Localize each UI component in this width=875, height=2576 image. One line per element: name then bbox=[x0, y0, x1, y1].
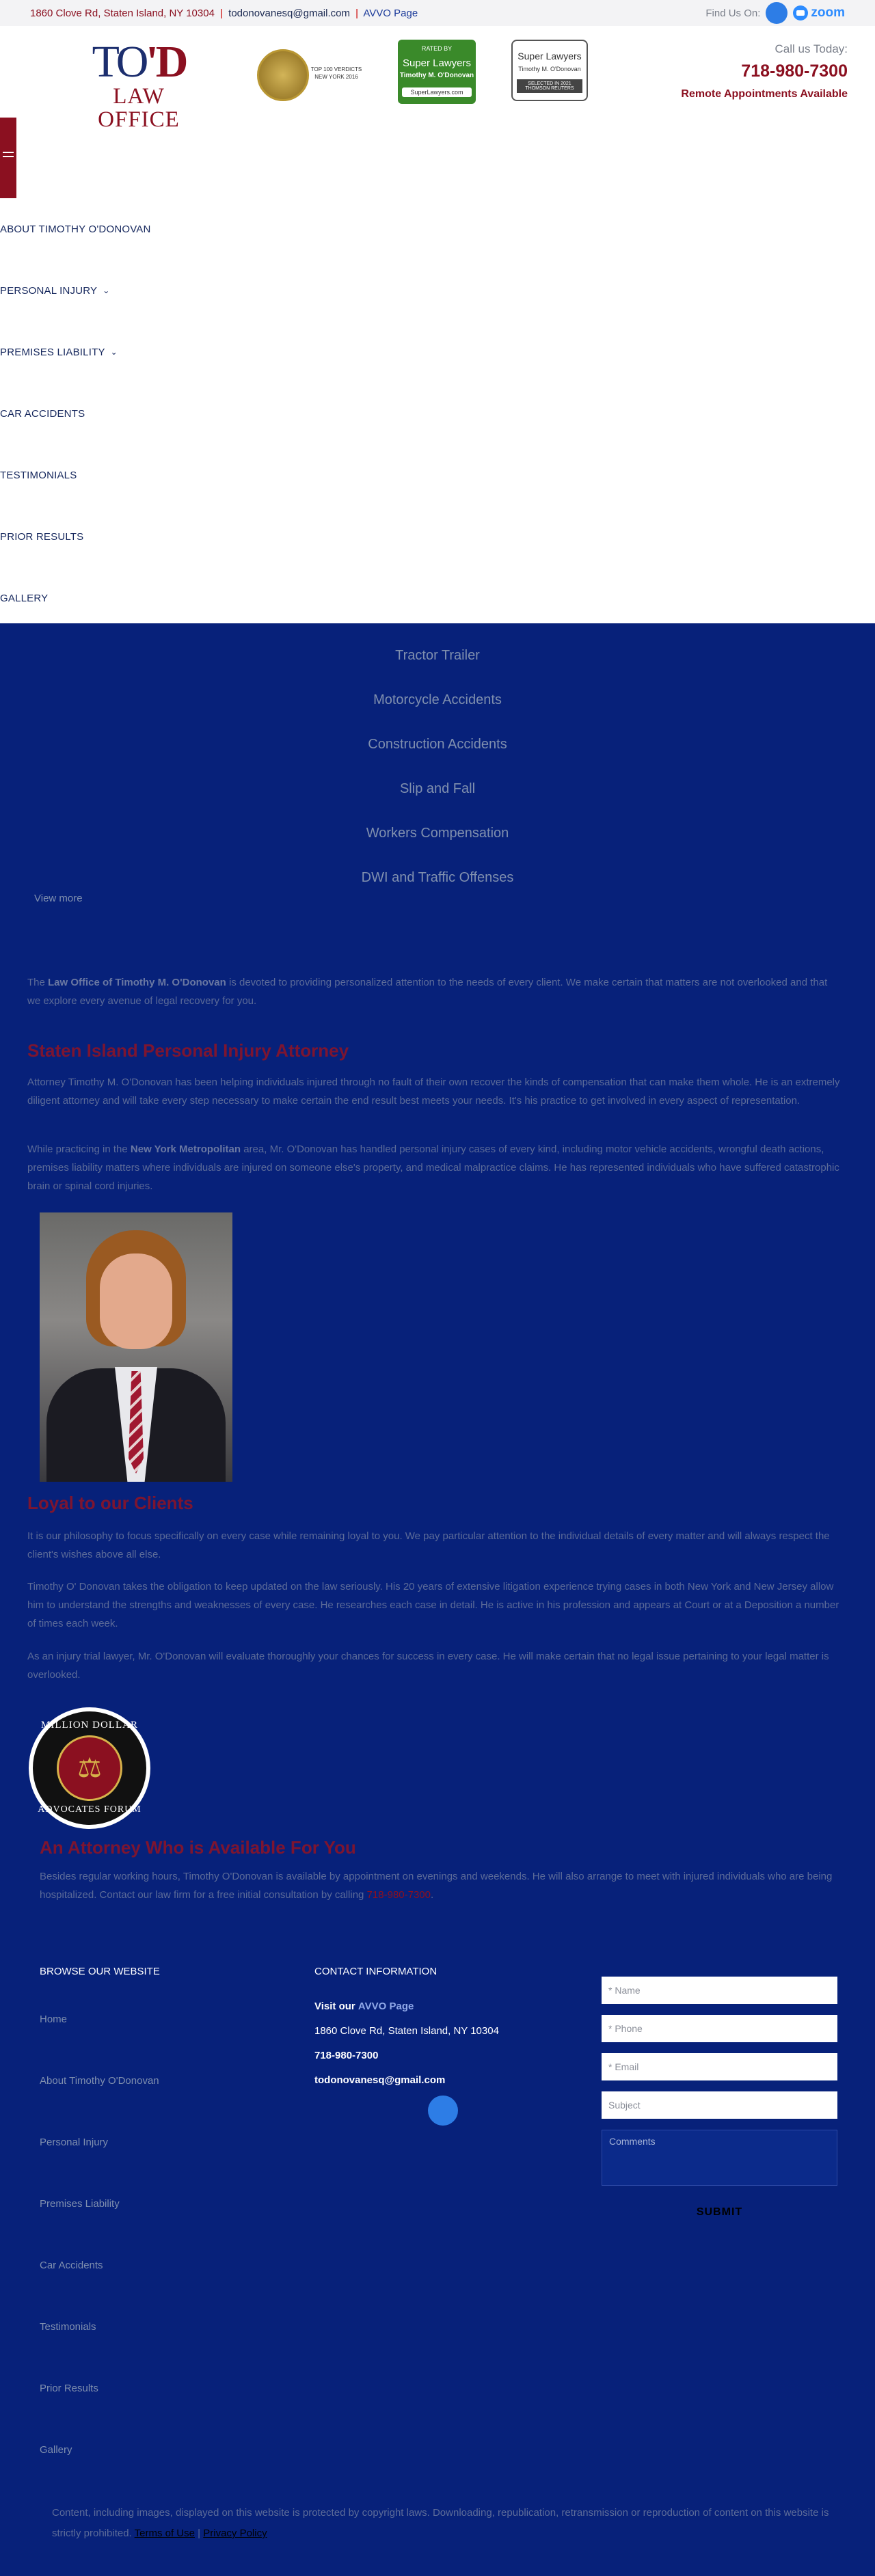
footer-link-premises-liability[interactable]: Premises Liability bbox=[40, 2198, 120, 2210]
badge-foot: SELECTED IN 2021 THOMSON REUTERS bbox=[517, 79, 582, 93]
contact-info bbox=[314, 1994, 499, 2093]
phone-input[interactable]: * Phone bbox=[602, 2015, 837, 2042]
footer-links bbox=[40, 2014, 159, 2506]
paragraph: Besides regular working hours, Timothy O'Donovan is available by appointment on evenings and weekends. He will also arrange to meet with injured individuals who are being hospitalized. Contact our law firm for a free initial consultation by calling 718-980-7300. bbox=[40, 1871, 833, 1901]
attorney-photo bbox=[40, 1212, 232, 1482]
call-label: Call us Today: bbox=[775, 42, 848, 55]
site-logo[interactable] bbox=[82, 37, 196, 132]
top-separator: | bbox=[220, 7, 223, 19]
nav-item-testimonials[interactable] bbox=[0, 444, 875, 506]
section-heading: An Attorney Who is Available For You bbox=[40, 1837, 356, 1858]
terms-link[interactable]: Terms of Use bbox=[134, 2527, 195, 2539]
visit-label: Visit our bbox=[314, 2001, 355, 2012]
paragraph: As an injury trial lawyer, Mr. O'Donovan will evaluate thoroughly your chances for success in every case. He will make certain that no legal issue pertaining to your legal matter is overlooked. bbox=[27, 1651, 829, 1681]
contact-heading: CONTACT INFORMATION bbox=[314, 1966, 438, 1977]
footer-link-testimonials[interactable]: Testimonials bbox=[40, 2321, 96, 2333]
super-lawyers-badge-2[interactable] bbox=[511, 40, 588, 101]
submit-button[interactable]: SUBMIT bbox=[696, 2206, 743, 2218]
top-bar bbox=[0, 0, 875, 26]
email-input[interactable]: * Email bbox=[602, 2053, 837, 2080]
logo-monogram: TO'D bbox=[92, 37, 186, 87]
copyright-notice: Content, including images, displayed on this website is protected by copyright laws. Downloading, republication, retransmission or reproduction of content on this website is strictly prohibited. Terms of Use | Privacy Policy bbox=[52, 2507, 829, 2539]
nav-item-personal-injury[interactable] bbox=[0, 260, 875, 321]
nav-item-prior-results[interactable] bbox=[0, 506, 875, 567]
intro-paragraph: The Law Office of Timothy M. O'Donovan is devoted to providing personalized attention to the needs of every client. We make certain that matters are not overlooked and that we explore every avenue of legal recovery for you. bbox=[27, 977, 828, 1007]
footer-address: 1860 Clove Rd, Staten Island, NY 10304 bbox=[314, 2025, 499, 2037]
section-heading: Staten Island Personal Injury Attorney bbox=[27, 1040, 349, 1061]
nav-label: TESTIMONIALS bbox=[0, 469, 77, 481]
badge-name: Timothy M. O'Donovan bbox=[399, 72, 474, 79]
badge-name: Timothy M. O'Donovan bbox=[518, 66, 581, 72]
service-dwi-traffic[interactable]: DWI and Traffic Offenses bbox=[361, 870, 514, 885]
nav-item-gallery[interactable] bbox=[0, 567, 875, 629]
top-avvo-link[interactable]: AVVO Page bbox=[363, 7, 418, 19]
footer-avvo-link[interactable]: AVVO Page bbox=[358, 2001, 414, 2012]
body-phone-link[interactable]: 718-980-7300 bbox=[366, 1889, 431, 1901]
contact-form bbox=[602, 1977, 837, 2219]
top-email-link[interactable]: todonovanesq@gmail.com bbox=[228, 7, 350, 19]
top-address-link[interactable]: 1860 Clove Rd, Staten Island, NY 10304 bbox=[30, 7, 215, 19]
footer-phone-link[interactable]: 718-980-7300 bbox=[314, 2050, 379, 2061]
nav-label: PERSONAL INJURY bbox=[0, 284, 98, 297]
paragraph: It is our philosophy to focus specifically on every case while remaining loyal to you. We pay particular attention to the individual details of every matter and will always respect the client's wishes above all else. bbox=[27, 1530, 830, 1560]
footer-link-car-accidents[interactable]: Car Accidents bbox=[40, 2260, 103, 2271]
footer-link-home[interactable]: Home bbox=[40, 2014, 68, 2025]
footer-link-prior-results[interactable]: Prior Results bbox=[40, 2383, 98, 2394]
super-lawyers-badge[interactable] bbox=[398, 40, 476, 104]
nav-label: GALLERY bbox=[0, 592, 49, 604]
nav-label: ABOUT TIMOTHY O'DONOVAN bbox=[0, 223, 151, 235]
remote-appointments: Remote Appointments Available bbox=[681, 88, 848, 100]
footer-email-link[interactable]: todonovanesq@gmail.com bbox=[314, 2074, 446, 2086]
call-box bbox=[681, 42, 848, 100]
mda-top-text: MILLION DOLLAR bbox=[41, 1720, 138, 1731]
browse-heading: BROWSE OUR WEBSITE bbox=[40, 1966, 160, 1977]
service-tractor-trailer[interactable]: Tractor Trailer bbox=[395, 648, 480, 663]
privacy-link[interactable]: Privacy Policy bbox=[203, 2527, 267, 2539]
badge-top-text: RATED BY bbox=[421, 45, 453, 52]
nav-label: PRIOR RESULTS bbox=[0, 530, 84, 543]
nav-item-premises-liability[interactable] bbox=[0, 321, 875, 383]
zoom-label: zoom bbox=[811, 5, 845, 20]
nav-label: CAR ACCIDENTS bbox=[0, 407, 85, 420]
footer-link-about[interactable]: About Timothy O'Donovan bbox=[40, 2075, 159, 2087]
nav-item-car-accidents[interactable] bbox=[0, 383, 875, 444]
main-content bbox=[0, 623, 875, 2576]
top-contact bbox=[30, 8, 418, 19]
header-phone-link[interactable]: 718-980-7300 bbox=[741, 62, 848, 81]
footer-link-personal-injury[interactable]: Personal Injury bbox=[40, 2137, 109, 2148]
service-slip-and-fall[interactable]: Slip and Fall bbox=[399, 781, 476, 796]
paragraph: Timothy O' Donovan takes the obligation to keep updated on the law seriously. His 20 years of extensive litigation experience trying cases in both New York and New Jersey allow him to understand the strengths and weaknesses of every case. He researches each case in detail. He is active in his profession and appears at Court or at a Deposition a number of times each week. bbox=[27, 1581, 839, 1629]
service-construction-accidents[interactable]: Construction Accidents bbox=[368, 737, 507, 752]
find-us-label: Find Us On: bbox=[705, 7, 761, 19]
social-links bbox=[705, 2, 845, 24]
zoom-link[interactable] bbox=[793, 5, 845, 21]
facebook-icon[interactable] bbox=[766, 2, 788, 24]
view-more-link[interactable]: View more bbox=[34, 893, 83, 904]
badge-title: Super Lawyers bbox=[402, 57, 472, 69]
zoom-icon bbox=[793, 5, 808, 21]
badge-site: SuperLawyers.com bbox=[402, 87, 472, 97]
menu-toggle[interactable] bbox=[0, 118, 16, 198]
top-verdicts-text: TOP 100 VERDICTS NEW YORK 2016 bbox=[310, 66, 362, 80]
chevron-down-icon: ⌄ bbox=[103, 286, 110, 295]
facebook-icon[interactable] bbox=[428, 2096, 458, 2126]
top-separator: | bbox=[355, 7, 359, 19]
logo-text: LAW OFFICE bbox=[98, 84, 180, 132]
top-verdicts-badge bbox=[257, 49, 309, 101]
paragraph: Attorney Timothy M. O'Donovan has been helping individuals injured through no fault of their own recover the kinds of compensation that can make them whole. He is an extremely diligent attorney and will take every step necessary to make certain the end result best meets your needs. It's his practice to get involved in every aspect of representation. bbox=[27, 1076, 840, 1107]
hamburger-icon bbox=[3, 152, 14, 157]
comments-textarea[interactable]: Comments bbox=[602, 2130, 837, 2186]
section-heading: Loyal to our Clients bbox=[27, 1493, 193, 1513]
chevron-down-icon: ⌄ bbox=[110, 347, 118, 357]
subject-input[interactable]: Subject bbox=[602, 2091, 837, 2119]
badge-title: Super Lawyers bbox=[517, 51, 582, 62]
main-nav bbox=[0, 198, 875, 629]
footer-link-gallery[interactable]: Gallery bbox=[40, 2444, 72, 2456]
mda-bottom-text: ADVOCATES FORUM bbox=[38, 1804, 142, 1815]
name-input[interactable]: * Name bbox=[602, 1977, 837, 2004]
scales-icon: ⚖ bbox=[57, 1735, 122, 1801]
service-workers-compensation[interactable]: Workers Compensation bbox=[366, 826, 509, 841]
paragraph: While practicing in the New York Metropolitan area, Mr. O'Donovan has handled personal injury cases of every kind, including motor vehicle accidents, wrongful death actions, premises liability matters where individuals are injured on someone else's property, and medical malpractice claims. He has represented individuals who have suffered catastrophic brain or spinal cord injuries. bbox=[27, 1143, 839, 1192]
million-dollar-advocates-badge bbox=[29, 1707, 150, 1829]
nav-label: PREMISES LIABILITY bbox=[0, 346, 105, 358]
service-motorcycle-accidents[interactable]: Motorcycle Accidents bbox=[373, 692, 502, 707]
nav-item-about[interactable] bbox=[0, 198, 875, 260]
